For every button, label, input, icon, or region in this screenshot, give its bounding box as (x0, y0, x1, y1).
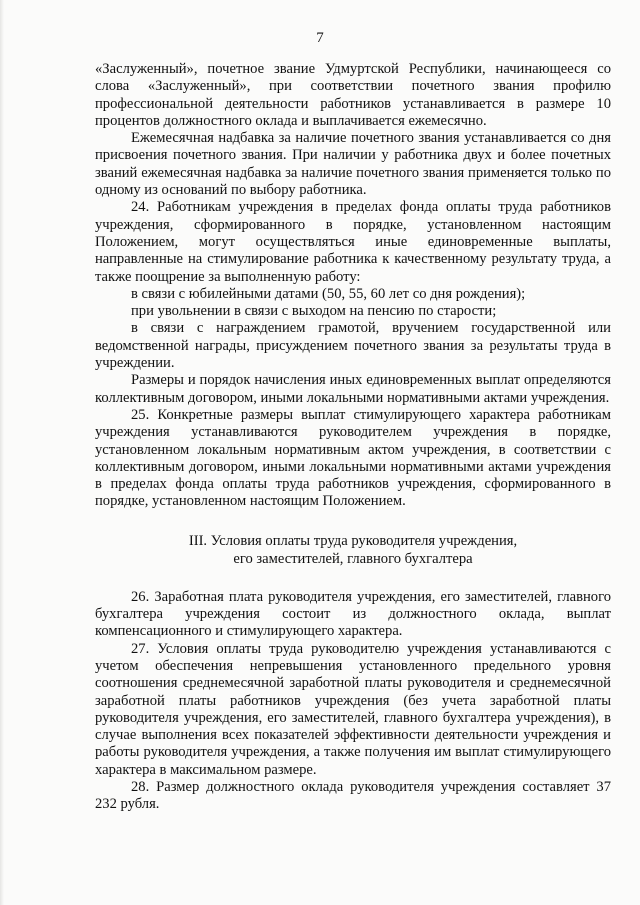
paragraph-monthly-allowance: Ежемесячная надбавка за наличие почетного звания устанавливается со дня присвоения почетного звания. При наличии у работника двух и более почетных званий ежемесячная надбавка за наличие почетного звания применяется только по одному из оснований по выбору работника. (95, 130, 611, 199)
paragraph-clause-27: 27. Условия оплаты труда руководителю учреждения устанавливаются с учетом обеспечения непревышения установленного предельного уровня соотношения среднемесячной заработной платы руководителя и среднемесячной заработной платы работников учреждения (без учета заработной платы руководителя учреждения, его заместителей, главного бухгалтера учреждения), в случае выполнения всех показателей эффективности деятельности учреждения и работы руководителя учреждения, а также получения им выплат стимулирующего характера в максимальном размере. (95, 640, 611, 778)
paragraph-clause-24: 24. Работникам учреждения в пределах фонда оплаты труда работников учреждения, сформированного в порядке, установленном настоящим Положением, могут осуществляться иные единовременные выплаты, направленные на стимулирование работника к качественному результату труда, а также поощрение за выполненную работу: (95, 199, 611, 285)
paragraph-clause-28: 28. Размер должностного оклада руководителя учреждения составляет 37 232 рубля. (95, 778, 611, 813)
section-heading-line-2: его заместителей, главного бухгалтера (233, 550, 473, 567)
list-item-retirement: при увольнении в связи с выходом на пенсию по старости; (131, 303, 497, 320)
section-heading-line-1: III. Условия оплаты труда руководителя учреждения, (188, 532, 518, 549)
list-item-anniversary: в связи с юбилейными датами (50, 55, 60 лет со дня рождения); (131, 285, 526, 302)
scan-edge-shadow (0, 0, 4, 905)
paragraph-clause-26: 26. Заработная плата руководителя учреждения, его заместителей, главного бухгалтера учреждения состоит из должностного оклада, выплат компенсационного и стимулирующего характера. (95, 588, 611, 640)
page-number: 7 (316, 30, 324, 46)
list-item-award: в связи с награждением грамотой, вручением государственной или ведомственной награды, присуждением почетного звания за результаты труда в учреждении. (95, 320, 611, 372)
paragraph-payment-amounts: Размеры и порядок начисления иных единовременных выплат определяются коллективным договором, иными локальными нормативными актами учреждения. (95, 372, 611, 406)
document-body (95, 61, 611, 814)
paragraph-honorary-title-continuation: «Заслуженный», почетное звание Удмуртской Республики, начинающееся со слова «Заслуженный», при соответствии почетного звания профилю профессиональной деятельности работников устанавливается в размере 10 процентов должностного оклада и выплачивается ежемесячно. (95, 61, 611, 129)
paragraph-clause-25: 25. Конкретные размеры выплат стимулирующего характера работникам учреждения устанавливаются руководителем учреждения в порядке, установленном локальным нормативным актом учреждения, в соответствии с коллективным договором, иными локальными нормативными актами учреждения в пределах фонда оплаты труда работников учреждения, сформированного в порядке, установленном настоящим Положением. (95, 406, 611, 510)
section-heading (95, 532, 611, 568)
